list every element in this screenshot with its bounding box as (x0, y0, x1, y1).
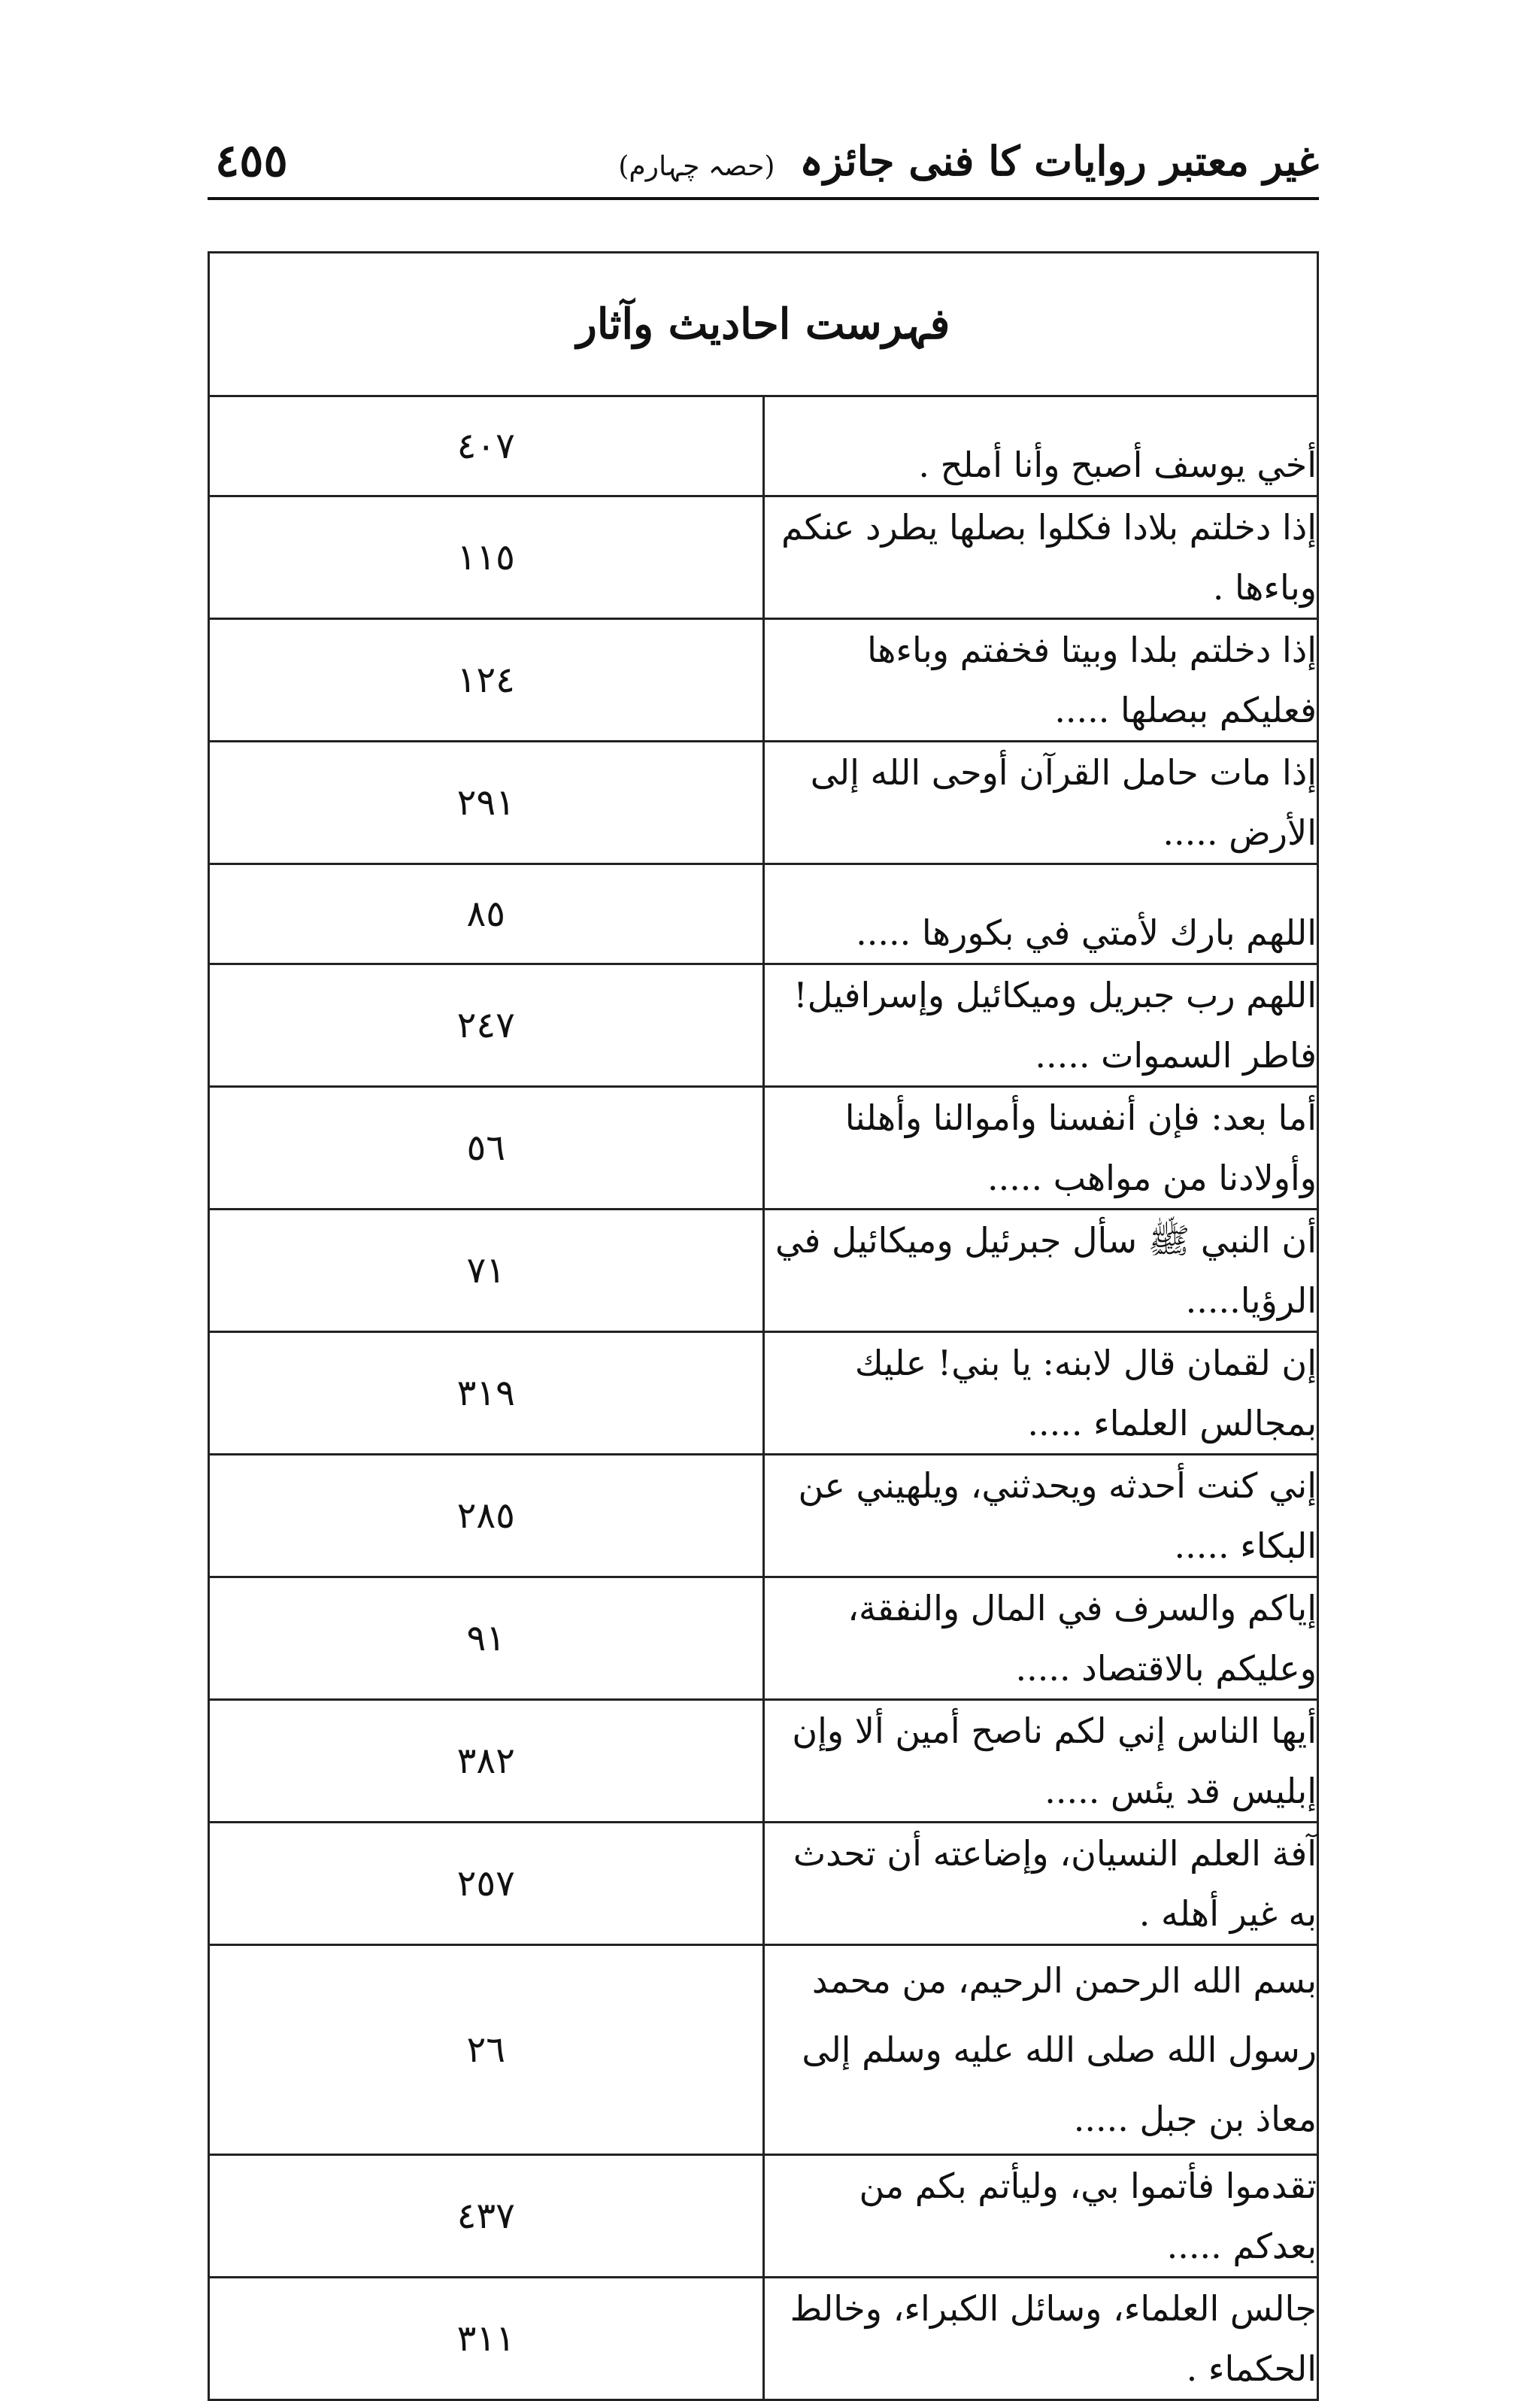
table-row (209, 1700, 1318, 1823)
book-part: (حصہ چہارم) (618, 151, 775, 182)
table-row (209, 396, 1318, 496)
table-row (209, 864, 1318, 964)
page-ref: ١٢٤ (209, 619, 764, 742)
hadith-text: اللهم رب جبريل وميكائيل وإسرافيل! فاطر السموات ..... (763, 964, 1318, 1087)
hadith-text: إذا دخلتم بلدا وبيتا فخفتم وباءها فعليكم ببصلها ..... (763, 619, 1318, 742)
page-ref: ٨٥ (209, 864, 764, 964)
hadith-text: إذا دخلتم بلادا فكلوا بصلها يطرد عنكم وباءها . (763, 496, 1318, 619)
table-row (209, 1823, 1318, 1945)
page-ref: ٣١١ (209, 2278, 764, 2400)
hadith-text: أخي يوسف أصبح وأنا أملح . (763, 396, 1318, 496)
table-row (209, 619, 1318, 742)
table-row (209, 742, 1318, 864)
table-row (209, 1210, 1318, 1332)
page-ref: ٢٤٧ (209, 964, 764, 1087)
hadith-text: أيها الناس إني لكم ناصح أمين ألا وإن إبليس قد يئس ..... (763, 1700, 1318, 1823)
hadith-text: بسم الله الرحمن الرحيم، من محمد رسول الله صلى الله عليه وسلم إلى معاذ بن جبل ..... (763, 1945, 1318, 2155)
page-ref: ٢٥٧ (209, 1823, 764, 1945)
page-ref: ٢٩١ (209, 742, 764, 864)
table-row (209, 1332, 1318, 1455)
book-title (618, 126, 1319, 202)
page-ref: ٣١٩ (209, 1332, 764, 1455)
page-header (208, 126, 1319, 196)
hadith-text: جالس العلماء، وسائل الكبراء، وخالط الحكماء . (763, 2278, 1318, 2400)
page-number: ٤٥٥ (215, 135, 288, 187)
page-ref: ١١٥ (209, 496, 764, 619)
hadith-text: تقدموا فأتموا بي، وليأتم بكم من بعدكم ..... (763, 2155, 1318, 2278)
hadith-text: إياكم والسرف في المال والنفقة، وعليكم بالاقتصاد ..... (763, 1577, 1318, 1700)
table-row (209, 496, 1318, 619)
hadith-text: أما بعد: فإن أنفسنا وأموالنا وأهلنا وأولادنا من مواهب ..... (763, 1087, 1318, 1210)
page-ref: ٥٦ (209, 1087, 764, 1210)
page-ref: ٣٨٢ (209, 1700, 764, 1823)
hadith-text: آفة العلم النسيان، وإضاعته أن تحدث به غير أهله . (763, 1823, 1318, 1945)
table-row (209, 1577, 1318, 1700)
page-ref: ٧١ (209, 1210, 764, 1332)
table-row (209, 1455, 1318, 1577)
table-row (209, 1945, 1318, 2155)
header-rule (208, 197, 1319, 200)
hadith-index-table (208, 251, 1319, 2401)
page-ref: ٤٠٧ (209, 396, 764, 496)
page-ref: ٩١ (209, 1577, 764, 1700)
page-ref: ٢٦ (209, 1945, 764, 2155)
hadith-text: اللهم بارك لأمتي في بكورها ..... (763, 864, 1318, 964)
page-ref: ٢٨٥ (209, 1455, 764, 1577)
page-ref: ٤٣٧ (209, 2155, 764, 2278)
hadith-text: أن النبي ﷺ سأل جبرئيل وميكائيل في الرؤيا..... (763, 1210, 1318, 1332)
table-row (209, 2155, 1318, 2278)
table-row (209, 2278, 1318, 2400)
hadith-text: إن لقمان قال لابنه: يا بني! عليك بمجالس العلماء ..... (763, 1332, 1318, 1455)
hadith-text: إذا مات حامل القرآن أوحى الله إلى الأرض ..... (763, 742, 1318, 864)
table-row (209, 964, 1318, 1087)
hadith-text: إني كنت أحدثه ويحدثني، ويلهيني عن البكاء ..... (763, 1455, 1318, 1577)
index-title: فہرست احادیث وآثار (209, 253, 1318, 396)
book-title-text: غیر معتبر روایات کا فنی جائزہ (799, 137, 1319, 185)
table-row (209, 1087, 1318, 1210)
